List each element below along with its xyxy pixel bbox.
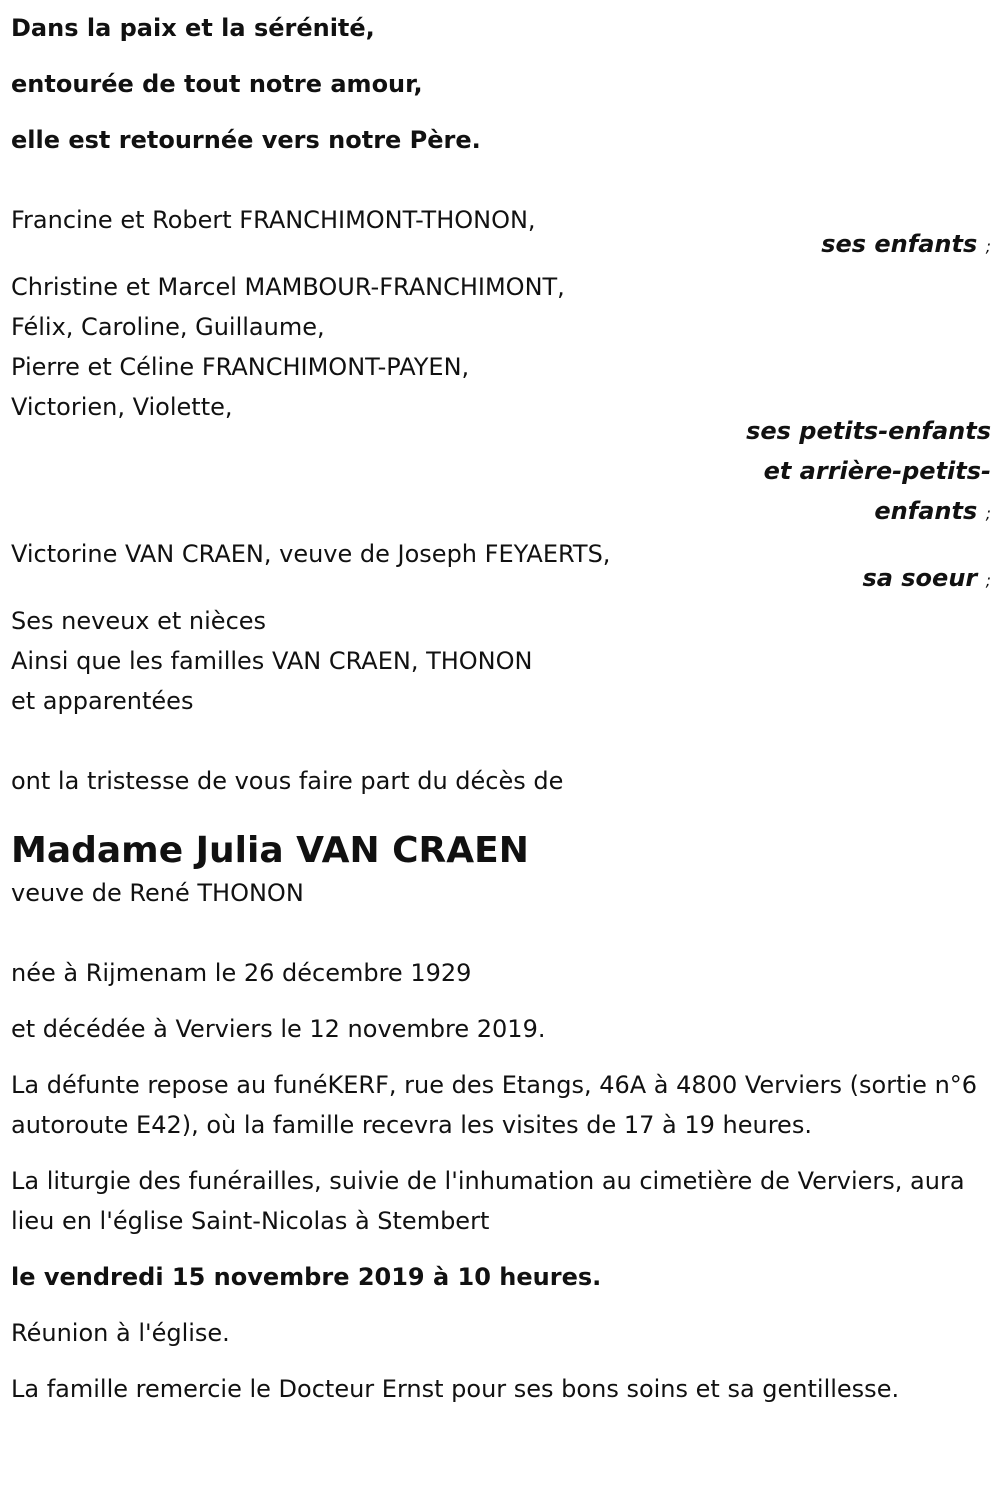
- death-text: et décédée à Verviers le 12 novembre 2019.: [11, 1015, 546, 1043]
- grandchildren-role-separator: ;: [985, 504, 991, 523]
- sister-block: [11, 534, 991, 601]
- others-line-2: Ainsi que les familles VAN CRAEN, THONON: [11, 647, 533, 675]
- thanks-text: La famille remercie le Docteur Ernst pour ses bons soins et sa gentillesse.: [11, 1375, 900, 1403]
- liturgy-text: La liturgie des funérailles, suivie de l'inhumation au cimetière de Verviers, aura lieu en l'église Saint-Nicolas à Stembert: [11, 1167, 965, 1235]
- opening-line-3: elle est retournée vers notre Père.: [11, 126, 481, 154]
- grandchildren-name-2: Félix, Caroline, Guillaume,: [11, 313, 325, 341]
- opening-block: [11, 8, 991, 160]
- children-role-separator: ;: [985, 237, 991, 256]
- sister-role-text: sa soeur: [862, 564, 978, 592]
- children-role-text: ses enfants: [821, 230, 978, 258]
- grandchildren-role-line-3: [11, 491, 991, 534]
- funeral-date-time: le vendredi 15 novembre 2019 à 10 heures.: [11, 1263, 602, 1291]
- grandchildren-name-3: Pierre et Céline FRANCHIMONT-PAYEN,: [11, 353, 470, 381]
- others-line-1: Ses neveux et nièces: [11, 607, 267, 635]
- grandchildren-role: [11, 411, 991, 534]
- grandchildren-role-line-3-text: enfants: [874, 497, 978, 525]
- grandchildren-name-4: Victorien, Violette,: [11, 393, 233, 421]
- announcement-text: ont la tristesse de vous faire part du décès de: [11, 767, 564, 795]
- grandchildren-block: [11, 267, 991, 534]
- grandchildren-name-1: Christine et Marcel MAMBOUR-FRANCHIMONT,: [11, 273, 565, 301]
- opening-line-1: Dans la paix et la sérénité,: [11, 14, 375, 42]
- others-block: [11, 601, 991, 721]
- opening-line-2: entourée de tout notre amour,: [11, 70, 423, 98]
- rest-text: La défunte repose au funéKERF, rue des Etangs, 46A à 4800 Verviers (sortie n°6 autoroute E42), où la famille recevra les visites de 17 à 19 heures.: [11, 1071, 978, 1139]
- grandchildren-role-line-2: et arrière-petits-: [763, 457, 991, 485]
- others-line-3: et apparentées: [11, 687, 194, 715]
- grandchildren-role-line-1: ses petits-enfants: [746, 417, 991, 445]
- deceased-name: Madame Julia VAN CRAEN: [11, 830, 529, 871]
- deceased-subtitle: veuve de René THONON: [11, 879, 304, 907]
- children-block: [11, 200, 991, 267]
- birth-text: née à Rijmenam le 26 décembre 1929: [11, 959, 472, 987]
- sister-role-separator: ;: [985, 571, 991, 590]
- sister-name: Victorine VAN CRAEN, veuve de Joseph FEYAERTS,: [11, 540, 611, 568]
- obituary-document: [11, 8, 991, 1409]
- children-name: Francine et Robert FRANCHIMONT-THONON,: [11, 206, 536, 234]
- meeting-text: Réunion à l'église.: [11, 1319, 230, 1347]
